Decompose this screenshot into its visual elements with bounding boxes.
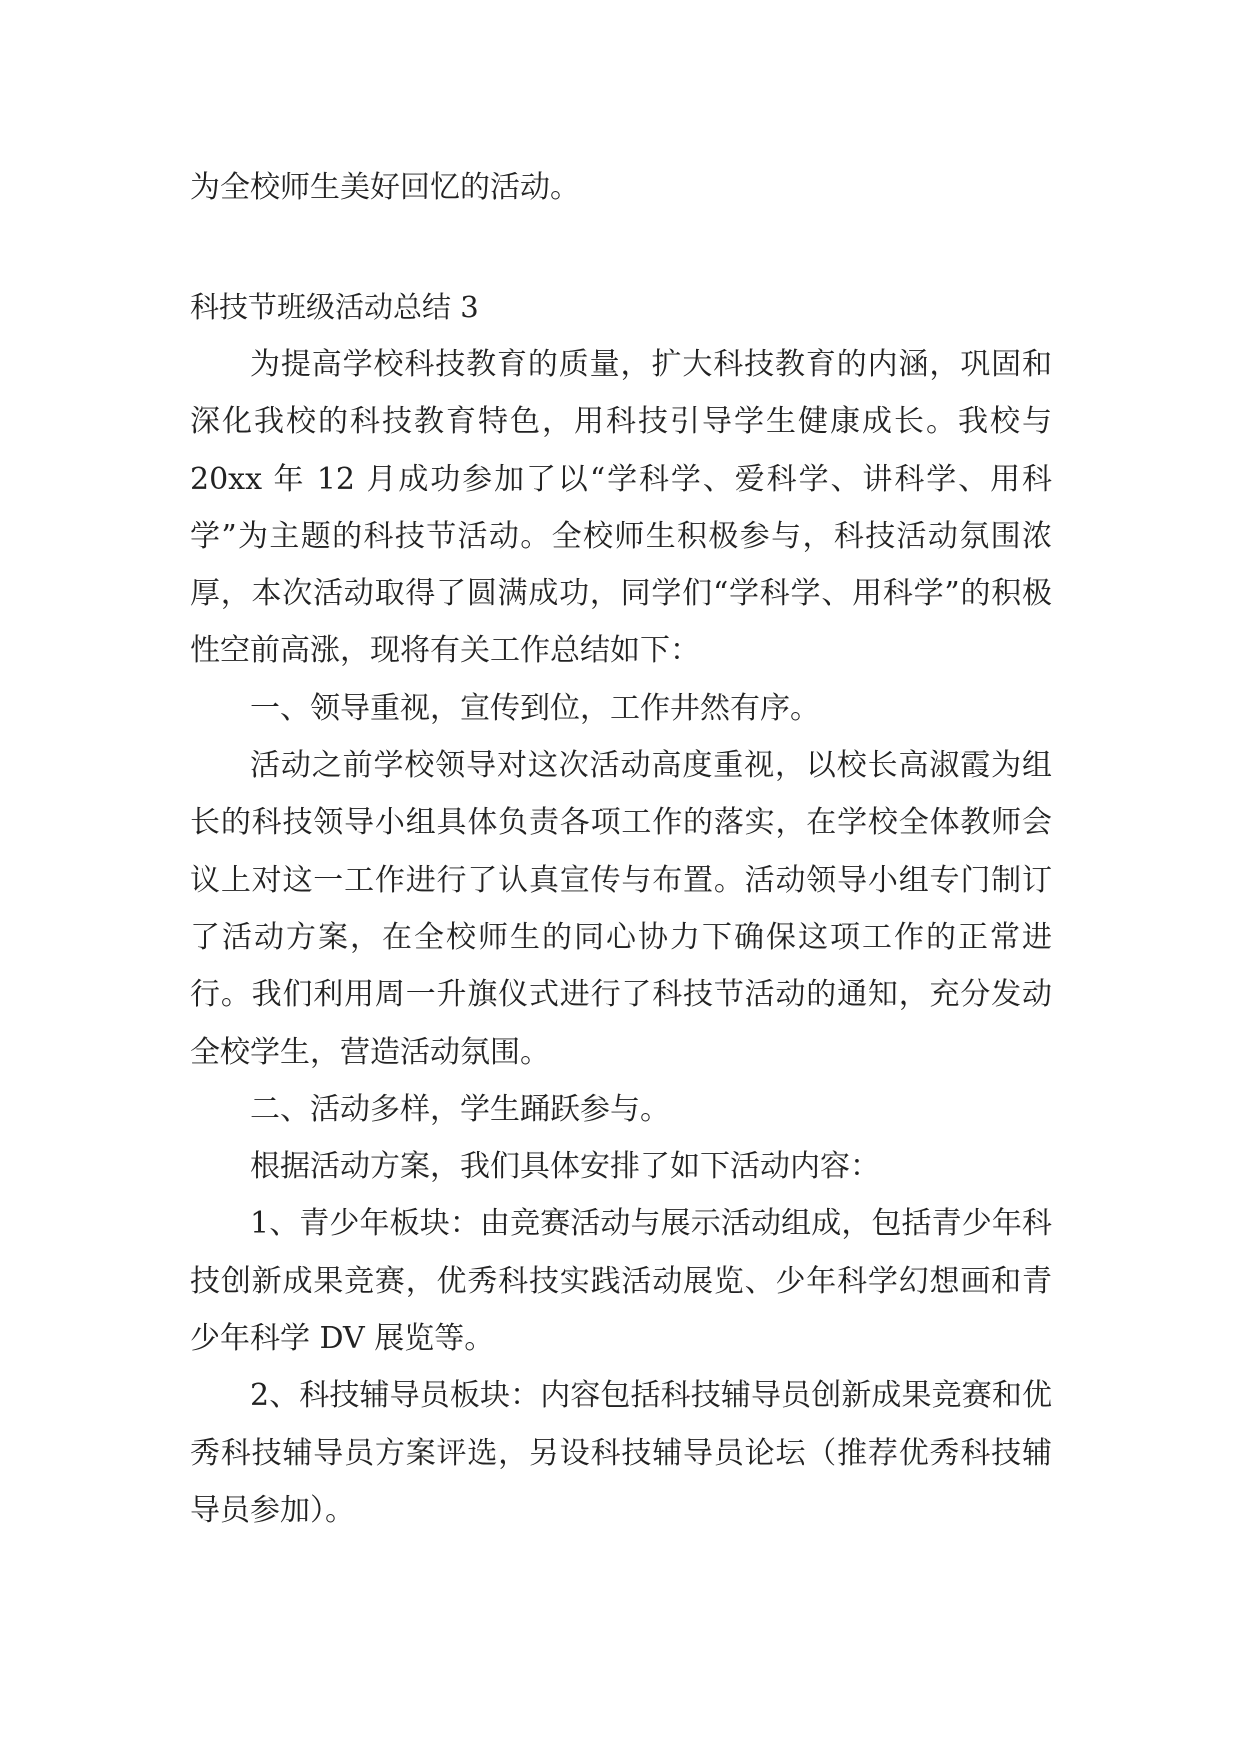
section-title: 科技节班级活动总结 3: [190, 290, 479, 324]
document-body: [190, 336, 1052, 1539]
paragraph-heading-1: 一、领导重视，宣传到位，工作井然有序。: [250, 690, 820, 726]
paragraph-heading-2: 二、活动多样，学生踊跃参与。: [250, 1091, 670, 1127]
paragraph-youth-section: 1、青少年板块：由竞赛活动与展示活动组成，包括青少年科技创新成果竞赛，优秀科技实践活动展览、少年科学幻想画和青少年科学 DV 展览等。: [190, 1206, 1052, 1357]
paragraph-intro: 为提高学校科技教育的质量，扩大科技教育的内涵，巩固和深化我校的科技教育特色，用科技引导学生健康成长。我校与 20xx 年 12 月成功参加了以“学科学、爱科学、讲科学、用科学”为主题的科技节活动。全校师生积极参与，科技活动氛围浓厚，本次活动取得了圆满成功，同学们“学科学、用科学”的积极性空前高涨，现将有关工作总结如下：: [190, 347, 1052, 669]
paragraph-counselor-section: 2、科技辅导员板块：内容包括科技辅导员创新成果竞赛和优秀科技辅导员方案评选，另设科技辅导员论坛（推荐优秀科技辅导员参加）。: [190, 1378, 1052, 1528]
paragraph-leadership: 活动之前学校领导对这次活动高度重视，以校长高淑霞为组长的科技领导小组具体负责各项工作的落实，在学校全体教师会议上对这一工作进行了认真宣传与布置。活动领导小组专门制订了活动方案，在全校师生的同心协力下确保这项工作的正常进行。我们利用周一升旗仪式进行了科技节活动的通知，充分发动全校学生，营造活动氛围。: [190, 748, 1052, 1070]
closing-line: 为全校师生美好回忆的活动。: [190, 170, 580, 205]
paragraph-arrangement: 根据活动方案，我们具体安排了如下活动内容：: [250, 1149, 880, 1185]
